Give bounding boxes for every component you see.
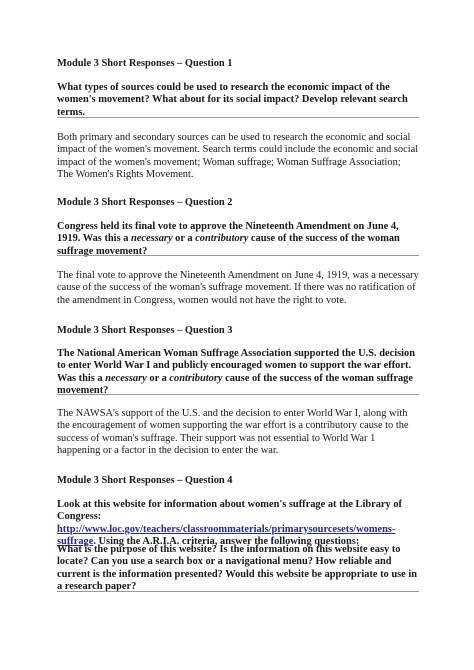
q4-question-2: What is the purpose of this website? Is the information on this website easy to locate? Can you use a search box or a navigational menu? How reliable and current is the information presented? Would this website be appropriate to use in a research paper? xyxy=(57,544,418,592)
q3-answer: The NAWSA's support of the U.S. and the decision to enter World War I, along with the encouragement of women supporting the war effort is a contributory cause to the success of woman's suffrage. Their support was not essential to World War 1 happening or a factor in the decision to enter the war. xyxy=(57,408,409,456)
q1-divider xyxy=(57,117,419,118)
loc-website-link[interactable]: http://www.loc.gov/teachers/classroommaterials/primarysourcesets/womens-suffrage xyxy=(57,523,396,547)
q1-answer: Both primary and secondary sources can be used to research the economic and social impact of the women's movement. Search terms could include the economic and social impact of the women's movement; Woman suffrage; Woman Suffrage Association; The Women's Rights Movement. xyxy=(57,132,419,180)
q3-contributory-term: contributory xyxy=(169,372,223,384)
q3-divider xyxy=(57,394,419,395)
q2-contributory-term: contributory xyxy=(195,233,249,245)
q2-answer: The final vote to approve the Nineteenth Amendment on June 4, 1919, was a necessary cause of the success of the woman's suffrage movement. If there was no ratification of the amendment in Congress, women would not have the right to vote. xyxy=(57,270,419,306)
q3-necessary-term: necessary xyxy=(105,372,147,384)
q4-heading: Module 3 Short Responses – Question 4 xyxy=(57,475,233,486)
q2-divider xyxy=(57,255,419,256)
q3-heading: Module 3 Short Responses – Question 3 xyxy=(57,325,233,336)
q3-question: The National American Woman Suffrage Association supported the U.S. decision to enter World War I and publicly encouraged women to support the war effort. Was this a necessary or a contributory cause of the success of the woman suffrage movement? xyxy=(57,348,416,396)
q1-question: What types of sources could be used to research the economic impact of the women's movement? What about for its social impact? Develop relevant search terms. xyxy=(57,82,408,118)
q2-question: Congress held its final vote to approve the Nineteenth Amendment on June 4, 1919. Was this a necessary or a contributory cause of the success of the woman suffrage movement? xyxy=(57,221,400,257)
q4-divider xyxy=(57,591,419,592)
q2-heading: Module 3 Short Responses – Question 2 xyxy=(57,197,233,208)
q4-question: Look at this website for information about women's suffrage at the Library of Congress: http://www.loc.gov/teachers/classroommaterials/primarysourcesets/womens-suffrage. Using the A.R.I.A. criteria, answer the following questions: xyxy=(57,499,402,547)
q1-heading: Module 3 Short Responses – Question 1 xyxy=(57,58,233,69)
q2-necessary-term: necessary xyxy=(131,233,173,245)
